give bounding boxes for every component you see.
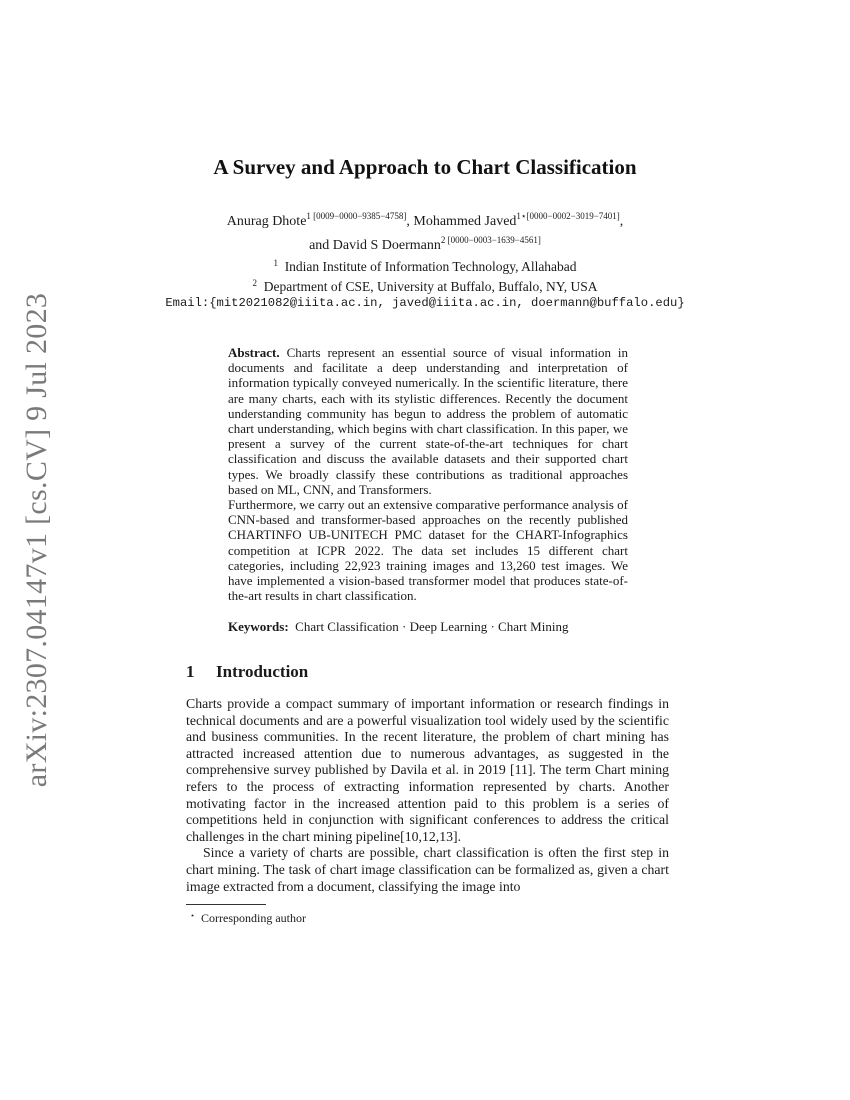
arxiv-stamp-text: arXiv:2307.04147v1 [cs.CV] 9 Jul 2023	[20, 292, 53, 788]
body-paragraph-2: Since a variety of charts are possible, chart classification is often the first step in chart mining. The task of chart image classification can be formalized as, given a chart image extracted from a document, classifying the image into	[186, 845, 669, 894]
author-name: Anurag Dhote	[226, 214, 307, 229]
affiliation-mark: 1	[273, 258, 278, 268]
paper-title: A Survey and Approach to Chart Classification	[213, 155, 637, 179]
affiliation-block	[0, 255, 850, 312]
affiliation-text: Indian Institute of Information Technology, Allahabad	[284, 259, 577, 274]
author-line-1: Anurag Dhote$^{1 [0009-0000-9385-4758]}$, Mohammed Javed$^{1⋆[0000-0002-3019-7401]}$,	[226, 211, 624, 229]
section-heading	[186, 662, 308, 682]
keywords-text: Chart Classification · Deep Learning · Chart Mining	[295, 619, 569, 634]
section-number: 1	[186, 662, 195, 681]
abstract-paragraph-1	[228, 345, 628, 497]
author-block	[0, 207, 850, 255]
abstract-paragraph-2: Furthermore, we carry out an extensive comparative performance analysis of CNN-based and transformer-based approaches on the recently published CHARTINFO UB-UNITECH PMC dataset for the CHART-Infographics competition at ICPR 2022. The data set includes 15 different chart categories, including 22,923 training images and 13,260 test images. We have implemented a vision-based transformer model that produces state-of-the-art results in chart classification.	[228, 497, 628, 604]
affiliation-1	[0, 255, 850, 275]
footnote-mark: ⋆	[190, 911, 196, 920]
abstract	[228, 345, 628, 603]
keywords-label: Keywords:	[228, 619, 289, 634]
author-name: Mohammed Javed	[413, 214, 517, 229]
affiliation-text: Department of CSE, University at Buffalo, Buffalo, NY, USA	[263, 279, 598, 294]
body-paragraph-1: Charts provide a compact summary of important information or research findings in technical documents and are a powerful visualization tool widely used by the scientific and business communities. In the recent literature, the problem of chart mining has attracted increased attention due to numerous advantages, as suggested in the comprehensive survey published by Davila et al. in 2019 [11]. The term Chart mining refers to the process of extracting information represented by charts. Another motivating factor in the increased attention paid to this problem is a series of competitions held in conjunction with significant conferences to address the critical challenges in the chart mining pipeline[10,12,13].	[186, 696, 669, 844]
author-orcid: 1 [0009−0000−9385−4758]	[306, 211, 407, 221]
arxiv-identifier-stamp	[12, 292, 62, 788]
abstract-label: Abstract.	[228, 345, 280, 360]
section-title: Introduction	[216, 662, 309, 681]
author-emails: Email:{mit2021082@iiita.ac.in, javed@iiita.ac.in, doermann@buffalo.edu}	[165, 296, 685, 310]
author-orcid: 1⋆[0000−0002−3019−7401]	[516, 211, 620, 221]
footnote-text: Corresponding author	[201, 911, 306, 925]
footnote-divider	[186, 904, 266, 905]
abstract-text: Charts represent an essential source of visual information in documents and facilitate a deep understanding and interpretation of information typically conveyed numerically. In the scientific literature, there are many charts, each with its stylistic differences. Recently the document understanding community has begun to address the problem of automatic chart understanding, which begins with chart classification. In this paper, we present a survey of the current state-of-the-art techniques for chart classification and discuss the available datasets and their supported chart types. We broadly classify these contributions as traditional approaches based on ML, CNN, and Transformers.	[228, 345, 628, 497]
footnote	[190, 909, 306, 925]
author-line-2	[0, 231, 850, 255]
affiliation-mark: 2	[252, 278, 258, 288]
author-orcid: 2 [0000−0003−1639−4561]	[440, 235, 541, 245]
author-name: and David S Doermann	[309, 238, 441, 253]
keywords	[228, 619, 648, 634]
affiliation-2	[0, 275, 850, 295]
introduction-body	[186, 696, 669, 895]
